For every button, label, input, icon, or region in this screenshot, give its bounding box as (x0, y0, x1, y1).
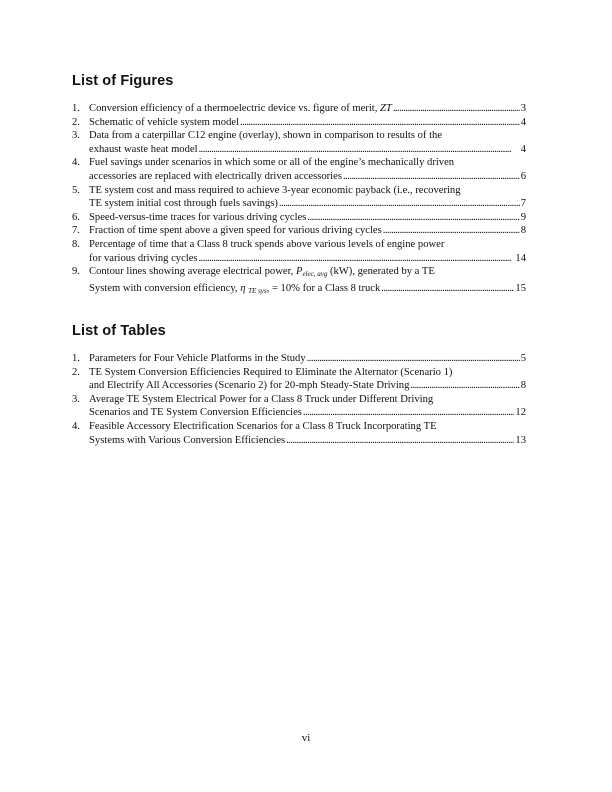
entry-title: and Electrify All Accessories (Scenario 2) for 20-mph Steady-State Driving (89, 380, 410, 392)
entry-title-line: Contour lines showing average electrical power, $P_{elec, avg}$ (kW), generated by a TE (89, 266, 435, 279)
figures-list (72, 102, 526, 298)
list-item: 1. Parameters for Four Vehicle Platforms in the Study . . . 5 (72, 352, 526, 366)
entry-title: for various driving cycles (89, 252, 198, 264)
entry-page: 4 (520, 143, 526, 155)
entry-title-line: Feasible Accessory Electrification Scenarios for a Class 8 Truck Incorporating TE (89, 420, 437, 432)
entry-title: Speed-versus-time traces for various driving cycles (89, 211, 307, 223)
list-item: 8. Percentage of time that a Class 8 truck spends above various levels of engine power for various driving cycles . . . 14 (72, 238, 526, 265)
entry-title: TE system initial cost through fuels savings) (89, 198, 278, 210)
entry-page: 8 (520, 225, 526, 237)
entry-title-line: TE system cost and mass required to achieve 3-year economic payback (i.e., recovering (89, 184, 461, 196)
entry-title: exhaust waste heat model (89, 143, 198, 155)
list-item: 1. Conversion efficiency of a thermoelectric device vs. figure of merit, ZT . . . 3 (72, 102, 526, 116)
entry-title: Parameters for Four Vehicle Platforms in the Study (89, 353, 306, 364)
list-item: 7. Fraction of time spent above a given speed for various driving cycles . . . 8 (72, 224, 526, 238)
entry-title: Scenarios and TE System Conversion Efficiencies (89, 407, 302, 419)
entry-page: 8 (520, 380, 526, 392)
tables-list (72, 352, 526, 447)
list-item: 2. TE System Conversion Efficiencies Required to Eliminate the Alternator (Scenario 1) and Electrify All Accessories (Scenario 2) for 20-mph Steady-State Driving . . . 8 (72, 366, 526, 393)
list-item: 2. Schematic of vehicle system model . . . 4 (72, 116, 526, 130)
entry-page: 5 (520, 353, 526, 364)
entry-title: System with conversion efficiency, η $_{TE sys}$, = 10% for a Class 8 truck (89, 282, 381, 295)
list-item: 4. Feasible Accessory Electrification Scenarios for a Class 8 Truck Incorporating TE Systems with Various Conversion Efficiencies . . . 13 (72, 420, 526, 447)
entry-title-line: Fuel savings under scenarios in which some or all of the engine’s mechanically driven (89, 157, 455, 169)
list-item: 3. Average TE System Electrical Power for a Class 8 Truck under Different Driving Scenarios and TE System Conversion Efficiencies . . . 12 (72, 393, 526, 420)
entry-title: Systems with Various Conversion Efficiencies (89, 434, 286, 446)
entry-page: 7 (520, 198, 526, 210)
entry-title-line: Average TE System Electrical Power for a Class 8 Truck under Different Driving (89, 393, 434, 405)
entry-page: 3 (520, 103, 526, 114)
entry-title-line: Percentage of time that a Class 8 truck spends above various levels of engine power (89, 238, 445, 250)
list-item: 5. TE system cost and mass required to achieve 3-year economic payback (i.e., recovering TE system initial cost through fuels savings) . . . 7 (72, 184, 526, 211)
list-of-tables-heading: List of Tables (72, 323, 166, 339)
entry-page: 15 (515, 282, 526, 294)
page-number: vi (301, 732, 311, 744)
entry-title-line: Data from a caterpillar C12 engine (overlay), shown in comparison to results of the (89, 130, 443, 142)
entry-page: 12 (515, 407, 526, 419)
entry-title-line: TE System Conversion Efficiencies Required to Eliminate the Alternator (Scenario 1) (89, 366, 453, 378)
entry-page: 6 (520, 170, 526, 182)
entry-page: 4 (520, 116, 526, 128)
entry-title: Conversion efficiency of a thermoelectric device vs. figure of merit, ZT (89, 103, 392, 114)
list-item: 4. Fuel savings under scenarios in which some or all of the engine’s mechanically driven accessories are replaced with electrically driven accessories . . . 6 (72, 156, 526, 183)
list-item: 9. Contour lines showing average electrical power, $P_{elec, avg}$ (kW), generated by a TE System with conversion efficiency, η $_{TE sys}$, = 10% for a Class 8 truck . . . 15 (72, 265, 526, 298)
entry-page: 9 (520, 211, 526, 223)
entry-title: Fraction of time spent above a given speed for various driving cycles (89, 225, 382, 237)
entry-title: accessories are replaced with electrically driven accessories (89, 170, 342, 182)
list-item: 6. Speed-versus-time traces for various driving cycles . . . 9 (72, 211, 526, 225)
list-item: 3. Data from a caterpillar C12 engine (overlay), shown in comparison to results of the exhaust waste heat model . . . 4 (72, 129, 526, 156)
list-of-figures-heading: List of Figures (72, 73, 174, 89)
entry-page: 14 (515, 252, 526, 264)
entry-page: 13 (515, 434, 526, 446)
entry-title: Schematic of vehicle system model (89, 116, 240, 128)
